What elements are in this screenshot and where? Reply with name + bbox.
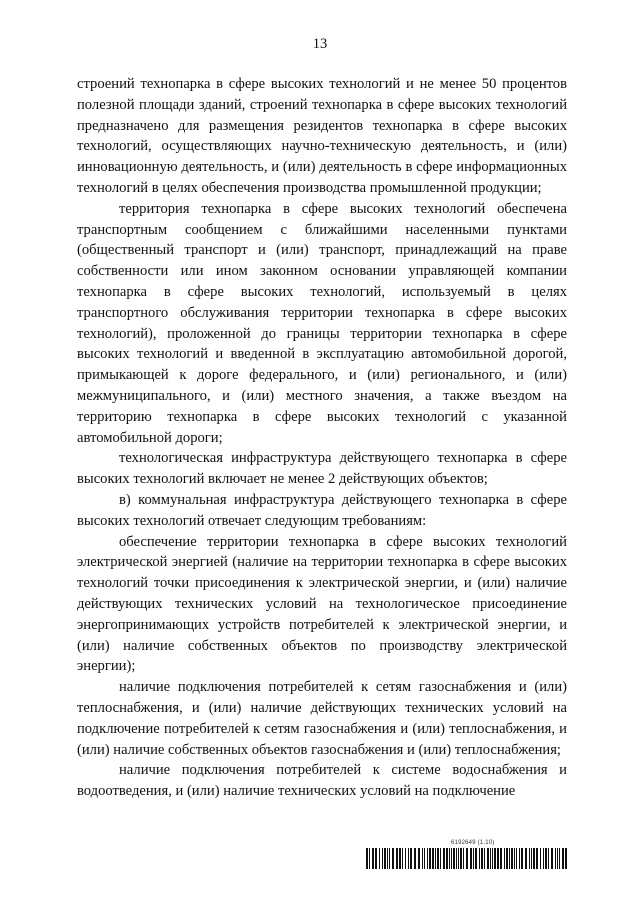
paragraph: обеспечение территории технопарка в сфере высоких технологий электрической энергией (наличие на территории технопарка в сфере высоких технологий точки присоединения к электрической энергии, и (или) наличие действующих технических условий на технологическое присоединение энергопринимающих устройств потребителей к электрической энергии, и (или) наличие собственных объектов по производству электрической энергии); [77, 533, 567, 675]
document-body [77, 74, 567, 802]
barcode-icon [366, 848, 568, 869]
paragraph: строений технопарка в сфере высоких технологий и не менее 50 процентов полезной площади зданий, строений технопарка в сфере высоких технологий предназначено для размещения резидентов технопарка в сфере высоких технологий, осуществляющих научно-техническую деятельность, и (или) инновационную деятельность, и (или) деятельность в сфере информационных технологий в целях обеспечения производства промышленной продукции; [77, 76, 567, 196]
paragraph: в) коммунальная инфраструктура действующего технопарка в сфере высоких технологий отвечает следующим требованиям: [77, 491, 567, 529]
page-number: 13 [312, 36, 328, 52]
paragraph: наличие подключения потребителей к сетям газоснабжения и (или) теплоснабжения, и (или) наличие действующих технических условий на подключение потребителей к сетям газоснабжения и (или) теплоснабжения, и (или) наличие собственных объектов газоснабжения и (или) теплоснабжения; [77, 679, 567, 758]
paragraph: наличие подключения потребителей к системе водоснабжения и водоотведения, и (или) наличие технических условий на подключение [77, 762, 567, 800]
paragraph: территория технопарка в сфере высоких технологий обеспечена транспортным сообщением с ближайшими населенными пунктами (общественный транспорт и (или) транспорт, принадлежащий на праве собственности или ином законном основании управляющей компании технопарка в сфере высоких технологий, используемый в целях транспортного обслуживания территории технопарка в сфере высоких технологий), проложенной до границы территории технопарка в сфере высоких технологий и введенной в эксплуатацию автомобильной дорогой, примыкающей к дороге федерального, и (или) регионального, и (или) межмуниципального, и (или) местного значения, а также въездом на территорию технопарка в сфере высоких технологий с указанной автомобильной дороги; [77, 200, 567, 446]
document-code: 6192649 (1.10) [451, 840, 495, 846]
paragraph: технологическая инфраструктура действующего технопарка в сфере высоких технологий включает не менее 2 действующих объектов; [77, 450, 567, 488]
